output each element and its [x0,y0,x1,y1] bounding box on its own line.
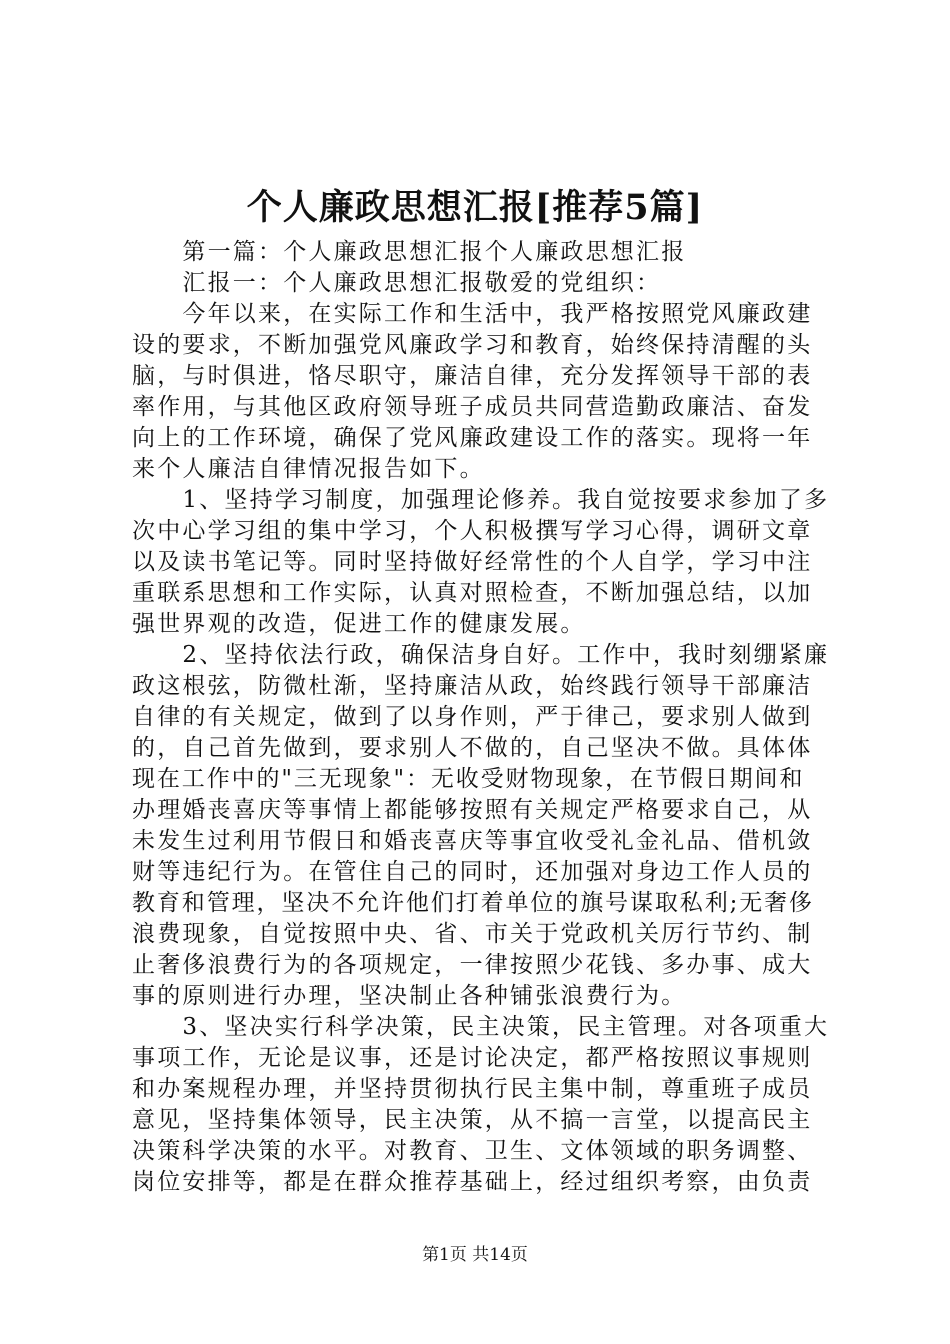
page-total: 共14页 [472,1245,528,1265]
body-line: 向上的工作环境，确保了党风廉政建设工作的落实。现将一年 [132,425,813,451]
body-line: 决策科学决策的水平。对教育、卫生、文体领域的职务调整、 [132,1138,813,1164]
body-line: 止奢侈浪费行为的各项规定，一律按照少花钱、多办事、成大 [132,952,813,978]
body-line: 意见，坚持集体领导，民主决策，从不搞一言堂，以提高民主 [132,1107,813,1133]
body-line: 自律的有关规定，做到了以身作则，严于律己，要求别人做到 [132,704,813,730]
body-line: 第一篇：个人廉政思想汇报个人廉政思想汇报 [132,239,687,265]
body-line: 教育和管理，坚决不允许他们打着单位的旗号谋取私利;无奢侈 [132,890,814,916]
body-line: 今年以来，在实际工作和生活中，我严格按照党风廉政建 [132,301,813,327]
body-line: 浪费现象，自觉按照中央、省、市关于党政机关厉行节约、制 [132,921,813,947]
body-line: 以及读书笔记等。同时坚持做好经常性的个人自学，学习中注 [132,549,813,575]
body-line: 强世界观的改造，促进工作的健康发展。 [132,611,586,637]
body-line: 1、坚持学习制度，加强理论修养。我自觉按要求参加了多 [132,487,830,513]
body-line: 的，自己首先做到，要求别人不做的，自己坚决不做。具体体 [132,735,813,761]
body-line: 3、坚决实行科学决策，民主决策，民主管理。对各项重大 [132,1014,830,1040]
body-line: 政这根弦，防微杜渐，坚持廉洁从政，始终践行领导干部廉洁 [132,673,813,699]
body-line: 和办案规程办理，并坚持贯彻执行民主集中制，尊重班子成员 [132,1076,813,1102]
body-line: 脑，与时俱进，恪尽职守，廉洁自律，充分发挥领导干部的表 [132,363,813,389]
body-line: 汇报一：个人廉政思想汇报敬爱的党组织： [132,270,662,296]
body-line: 岗位安排等，都是在群众推荐基础上，经过组织考察，由负责 [132,1169,813,1195]
body-line: 财等违纪行为。在管住自己的同时，还加强对身边工作人员的 [132,859,813,885]
body-line: 现在工作中的"三无现象"：无收受财物现象，在节假日期间和 [132,766,805,792]
body-line: 来个人廉洁自律情况报告如下。 [132,456,485,482]
body-line: 事项工作，无论是议事，还是讨论决定，都严格按照议事规则 [132,1045,813,1071]
body-line: 次中心学习组的集中学习，个人积极撰写学习心得，调研文章 [132,518,813,544]
page-number: 第1页 [422,1245,467,1265]
page-footer [0,1243,950,1267]
document-body [132,237,832,1198]
body-line: 未发生过利用节假日和婚丧喜庆等事宜收受礼金礼品、借机敛 [132,828,813,854]
body-line: 事的原则进行办理，坚决制止各种铺张浪费行为。 [132,983,687,1009]
body-line: 设的要求，不断加强党风廉政学习和教育，始终保持清醒的头 [132,332,813,358]
body-line: 重联系思想和工作实际，认真对照检查，不断加强总结，以加 [132,580,813,606]
body-line: 办理婚丧喜庆等事情上都能够按照有关规定严格要求自己，从 [132,797,813,823]
document-title: 个人廉政思想汇报[推荐5篇] [246,187,704,228]
body-line: 2、坚持依法行政，确保洁身自好。工作中，我时刻绷紧廉 [132,642,830,668]
body-line: 率作用，与其他区政府领导班子成员共同营造勤政廉洁、奋发 [132,394,813,420]
